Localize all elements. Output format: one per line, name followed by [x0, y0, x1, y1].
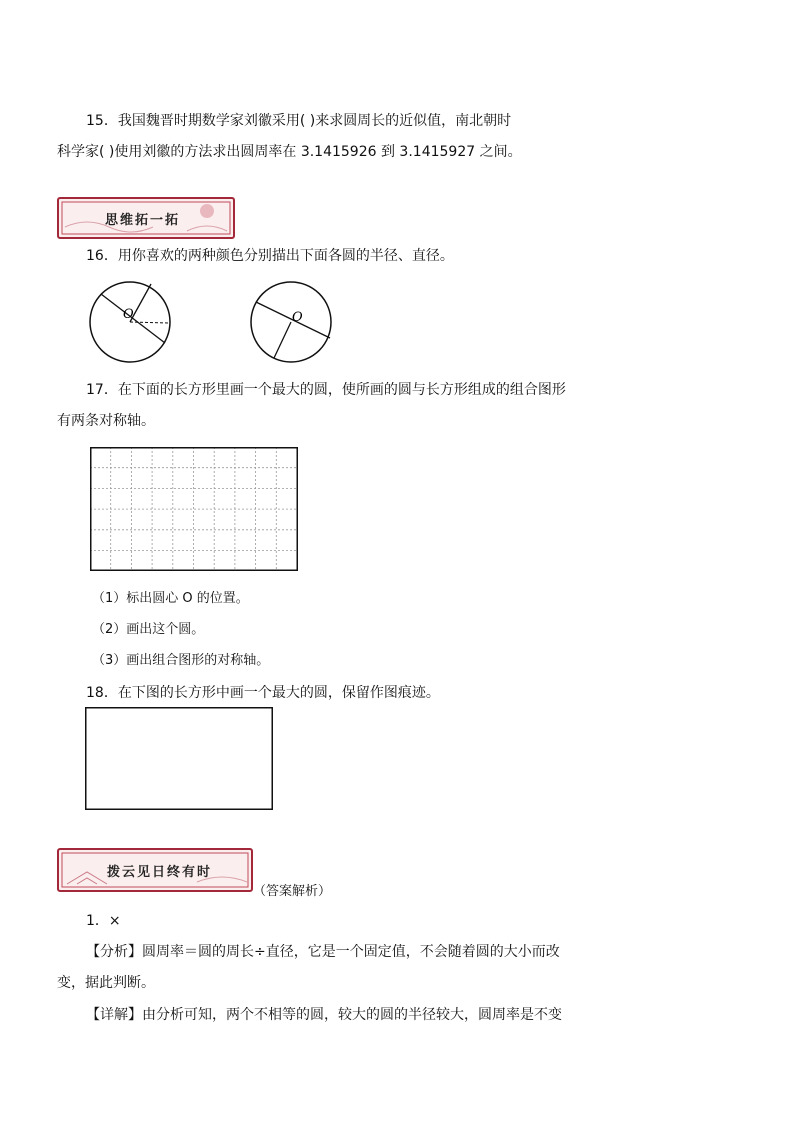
q18-rectangle	[85, 707, 273, 810]
answer1-num: 1．×	[86, 913, 121, 929]
answer-note: （答案解析）	[253, 884, 332, 899]
q17-sub2: （2）画出这个圆。	[92, 622, 205, 637]
q17-sub3: （3）画出组合图形的对称轴。	[92, 653, 270, 668]
q17-sub1: （1）标出圆心 O 的位置。	[92, 591, 249, 606]
q17-grid-rectangle	[90, 447, 298, 571]
answer1-analysis-line1: 【分析】圆周率＝圆的周长÷直径，它是一个固定值，不会随着圆的大小而改	[86, 944, 560, 960]
q15-line1: 15．我国魏晋时期数学家刘徽采用( )来求圆周长的近似值，南北朝时	[86, 113, 512, 129]
q17-line2: 有两条对称轴。	[57, 413, 155, 429]
q16-circles	[86, 280, 346, 370]
section-banner-answer	[57, 848, 253, 892]
section-title-think: 思维拓一拓	[105, 213, 181, 228]
q18-text: 18．在下图的长方形中画一个最大的圆，保留作图痕迹。	[86, 685, 440, 701]
q17-line1: 17．在下面的长方形里画一个最大的圆，使所画的圆与长方形组成的组合图形	[86, 382, 566, 398]
circle-1	[90, 282, 170, 362]
q16-text: 16．用你喜欢的两种颜色分别描出下面各圆的半径、直径。	[86, 248, 454, 264]
section-banner-think	[57, 197, 235, 239]
circle-2	[251, 282, 331, 362]
circle-2-center-label: O	[292, 310, 303, 325]
answer1-detail-line1: 【详解】由分析可知，两个不相等的圆，较大的圆的半径较大，圆周率是不变	[86, 1007, 562, 1023]
q15-line2: 科学家( )使用刘徽的方法求出圆周率在 3.1415926 到 3.1415927 之间。	[57, 144, 522, 160]
circle-1-center-label: O	[123, 307, 134, 322]
section-title-answer: 拨云见日终有时	[107, 865, 213, 880]
answer1-analysis-line2: 变，据此判断。	[57, 975, 155, 991]
